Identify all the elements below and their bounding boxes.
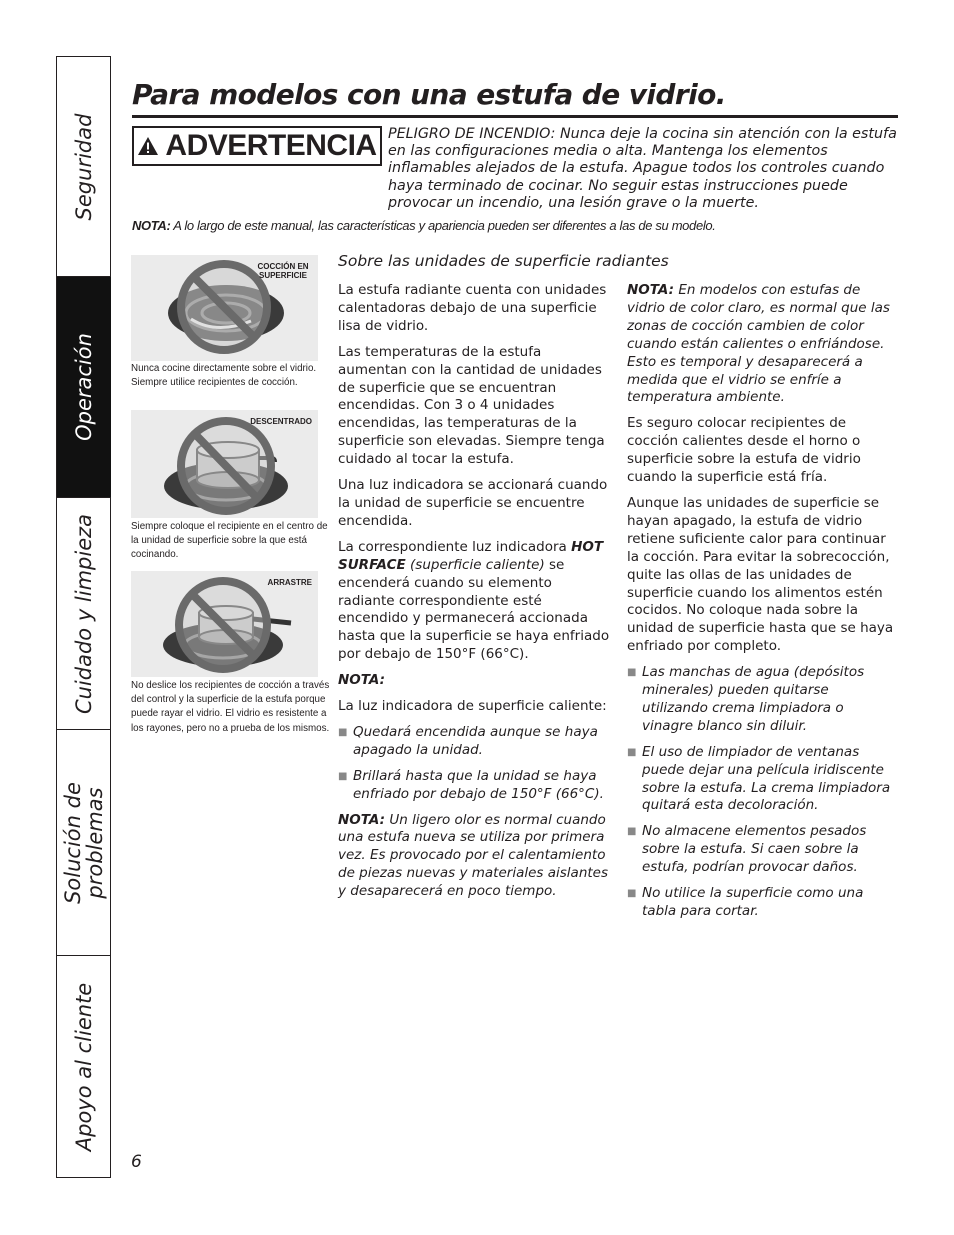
page-title: Para modelos con una estufa de vidrio.	[132, 78, 726, 111]
tab-seguridad[interactable]	[57, 57, 111, 277]
paragraph: La luz indicadora de superficie caliente:	[338, 698, 607, 715]
note-label: NOTA:	[338, 672, 386, 689]
list-item	[338, 768, 610, 804]
bullet-square-icon: ■	[627, 667, 637, 679]
note-label: NOTA:	[132, 218, 171, 233]
note-text: A lo largo de este manual, las características y apariencia pueden ser diferentes a las de su modelo.	[170, 218, 716, 233]
illustration-caption: No deslice los recipientes de cocción a través del control y la superficie de la estufa porque puede rayar el vidrio. El vidrio es resistente a los rayones, pero no a prueba de los mismos.	[131, 680, 330, 734]
tab-label: Solución de problemas	[61, 781, 107, 904]
list-item-text: No utilice la superficie como una tabla para cortar.	[642, 885, 864, 919]
tab-label: Cuidado y limpieza	[72, 513, 96, 714]
content-column-right	[627, 282, 897, 929]
paragraph: La estufa radiante cuenta con unidades calentadoras debajo de una superficie lisa de vidrio.	[338, 282, 607, 334]
text-run: La correspondiente luz indicadora	[338, 538, 572, 555]
warning-triangle-icon	[137, 136, 159, 156]
list-item	[627, 823, 897, 877]
content-column-left	[338, 282, 610, 909]
list-item-text: El uso de limpiador de ventanas puede dejar una película iridiscente sobre la estufa. La crema limpiadora quitará esta decoloración.	[642, 743, 891, 814]
text-run: (superficie caliente)	[405, 556, 545, 573]
hot-surface-label: HOT SURFACE	[338, 538, 604, 573]
illustration-caption: Siempre coloque el recipiente en el centro de la unidad de superficie sobre la que está cocinando.	[131, 521, 328, 561]
paragraph: Aunque las unidades de superficie se hayan apagado, la estufa de vidrio retiene suficiente calor para continuar la cocción. Para evitar la sobrecocción, quite las ollas de las unidades de superficie cuando los alimentos estén cocidos. No coloque nada sobre la unidad de superficie hasta que se haya enfriado por completo.	[627, 494, 894, 655]
illustration-tag: DESCENTRADO	[250, 417, 312, 426]
list-item	[627, 744, 897, 816]
color-note	[627, 282, 897, 407]
bullet-square-icon: ■	[338, 726, 348, 738]
warning-banner	[132, 126, 382, 166]
list-item	[627, 885, 897, 921]
illustration-dragging-pan	[131, 571, 318, 677]
tab-solucion-de-problemas[interactable]	[57, 730, 111, 956]
note-heading	[338, 672, 610, 690]
note-text: Un ligero olor es normal cuando una estufa nueva se utiliza por primera vez. Es provocado por el calentamiento de piezas nuevas y materiales aislantes y desaparecerá en poco tiempo.	[338, 811, 609, 900]
page-number: 6	[131, 1152, 142, 1172]
paragraph: Una luz indicadora se accionará cuando la unidad de superficie se encuentre encendida.	[338, 477, 608, 529]
illustration-tag: ARRASTRE	[267, 578, 312, 587]
bullet-square-icon: ■	[338, 770, 348, 782]
off-center-pan-icon	[131, 410, 318, 518]
title-divider	[132, 115, 898, 118]
tab-label: Apoyo al cliente	[72, 982, 96, 1151]
bullet-square-icon: ■	[627, 746, 637, 758]
list-item-text: Brillará hasta que la unidad se haya enfriado por debajo de 150°F (66°C).	[353, 767, 604, 802]
list-item-text: Quedará encendida aunque se haya apagado la unidad.	[353, 723, 598, 758]
illustration-no-direct-cooking	[131, 255, 318, 361]
model-note	[132, 218, 716, 233]
tab-label: Operación	[72, 333, 96, 441]
paragraph-hot-surface	[338, 539, 610, 664]
tab-operacion[interactable]	[57, 277, 111, 498]
list-item	[627, 664, 897, 736]
list-item-text: Las manchas de agua (depósitos minerales) pueden quitarse utilizando crema limpiadora o vinagre blanco sin diluir.	[642, 664, 865, 734]
list-item-text: No almacene elementos pesados sobre la estufa. Si caen sobre la estufa, podrían provocar daños.	[642, 823, 867, 876]
warning-text: PELIGRO DE INCENDIO: Nunca deje la cocina sin atención con la estufa en las configuraciones media o alta. Mantenga los elementos inflamables alejados de la estufa. Apague todos los controles cuando haya terminado de cocinar. No seguir estas instrucciones puede provocar un incendio, una lesión grave o la muerte.	[388, 126, 897, 211]
text-run: se encenderá cuando su elemento radiante correspondiente esté encendido y permanecerá accionada hasta que la superficie se haya enfriado por debajo de 150°F (66°C).	[338, 556, 610, 663]
note-text: En modelos con estufas de vidrio de color claro, es normal que las zonas de cocción cambien de color cuando están calientes o enfriándose. Esto es temporal y desaparecerá a medida que el vidrio se enfríe a temperatura ambiente.	[627, 282, 890, 406]
paragraph: Es seguro colocar recipientes de cocción calientes desde el horno o superficie sobre la estufa de vidrio cuando la superficie está fría.	[627, 415, 861, 486]
tab-cuidado-y-limpieza[interactable]	[57, 498, 111, 730]
odor-note	[338, 812, 610, 902]
list-item	[338, 724, 610, 760]
tab-label: Seguridad	[72, 113, 96, 220]
section-heading: Sobre las unidades de superficie radiantes	[338, 252, 669, 270]
note-label: NOTA:	[338, 811, 386, 828]
bullet-square-icon: ■	[627, 826, 637, 838]
tab-apoyo-al-cliente[interactable]	[57, 956, 111, 1177]
paragraph: Las temperaturas de la estufa aumentan con la cantidad de unidades de superficie que se encuentran encendidas. Con 3 o 4 unidades encendidas, las temperaturas de la superficie son elevadas. Siempre tenga cuidado al tocar la estufa.	[338, 343, 605, 468]
illustration-tag: COCCIÓN EN SUPERFICIE	[257, 262, 309, 280]
illustration-caption: Nunca cocine directamente sobre el vidrio. Siempre utilice recipientes de cocción.	[131, 363, 317, 389]
sidebar-tabs	[56, 56, 111, 1178]
illustration-off-center-pan	[131, 410, 318, 518]
note-label: NOTA:	[627, 282, 675, 298]
warning-word: ADVERTENCIA	[165, 129, 377, 162]
bullet-square-icon: ■	[627, 888, 637, 900]
